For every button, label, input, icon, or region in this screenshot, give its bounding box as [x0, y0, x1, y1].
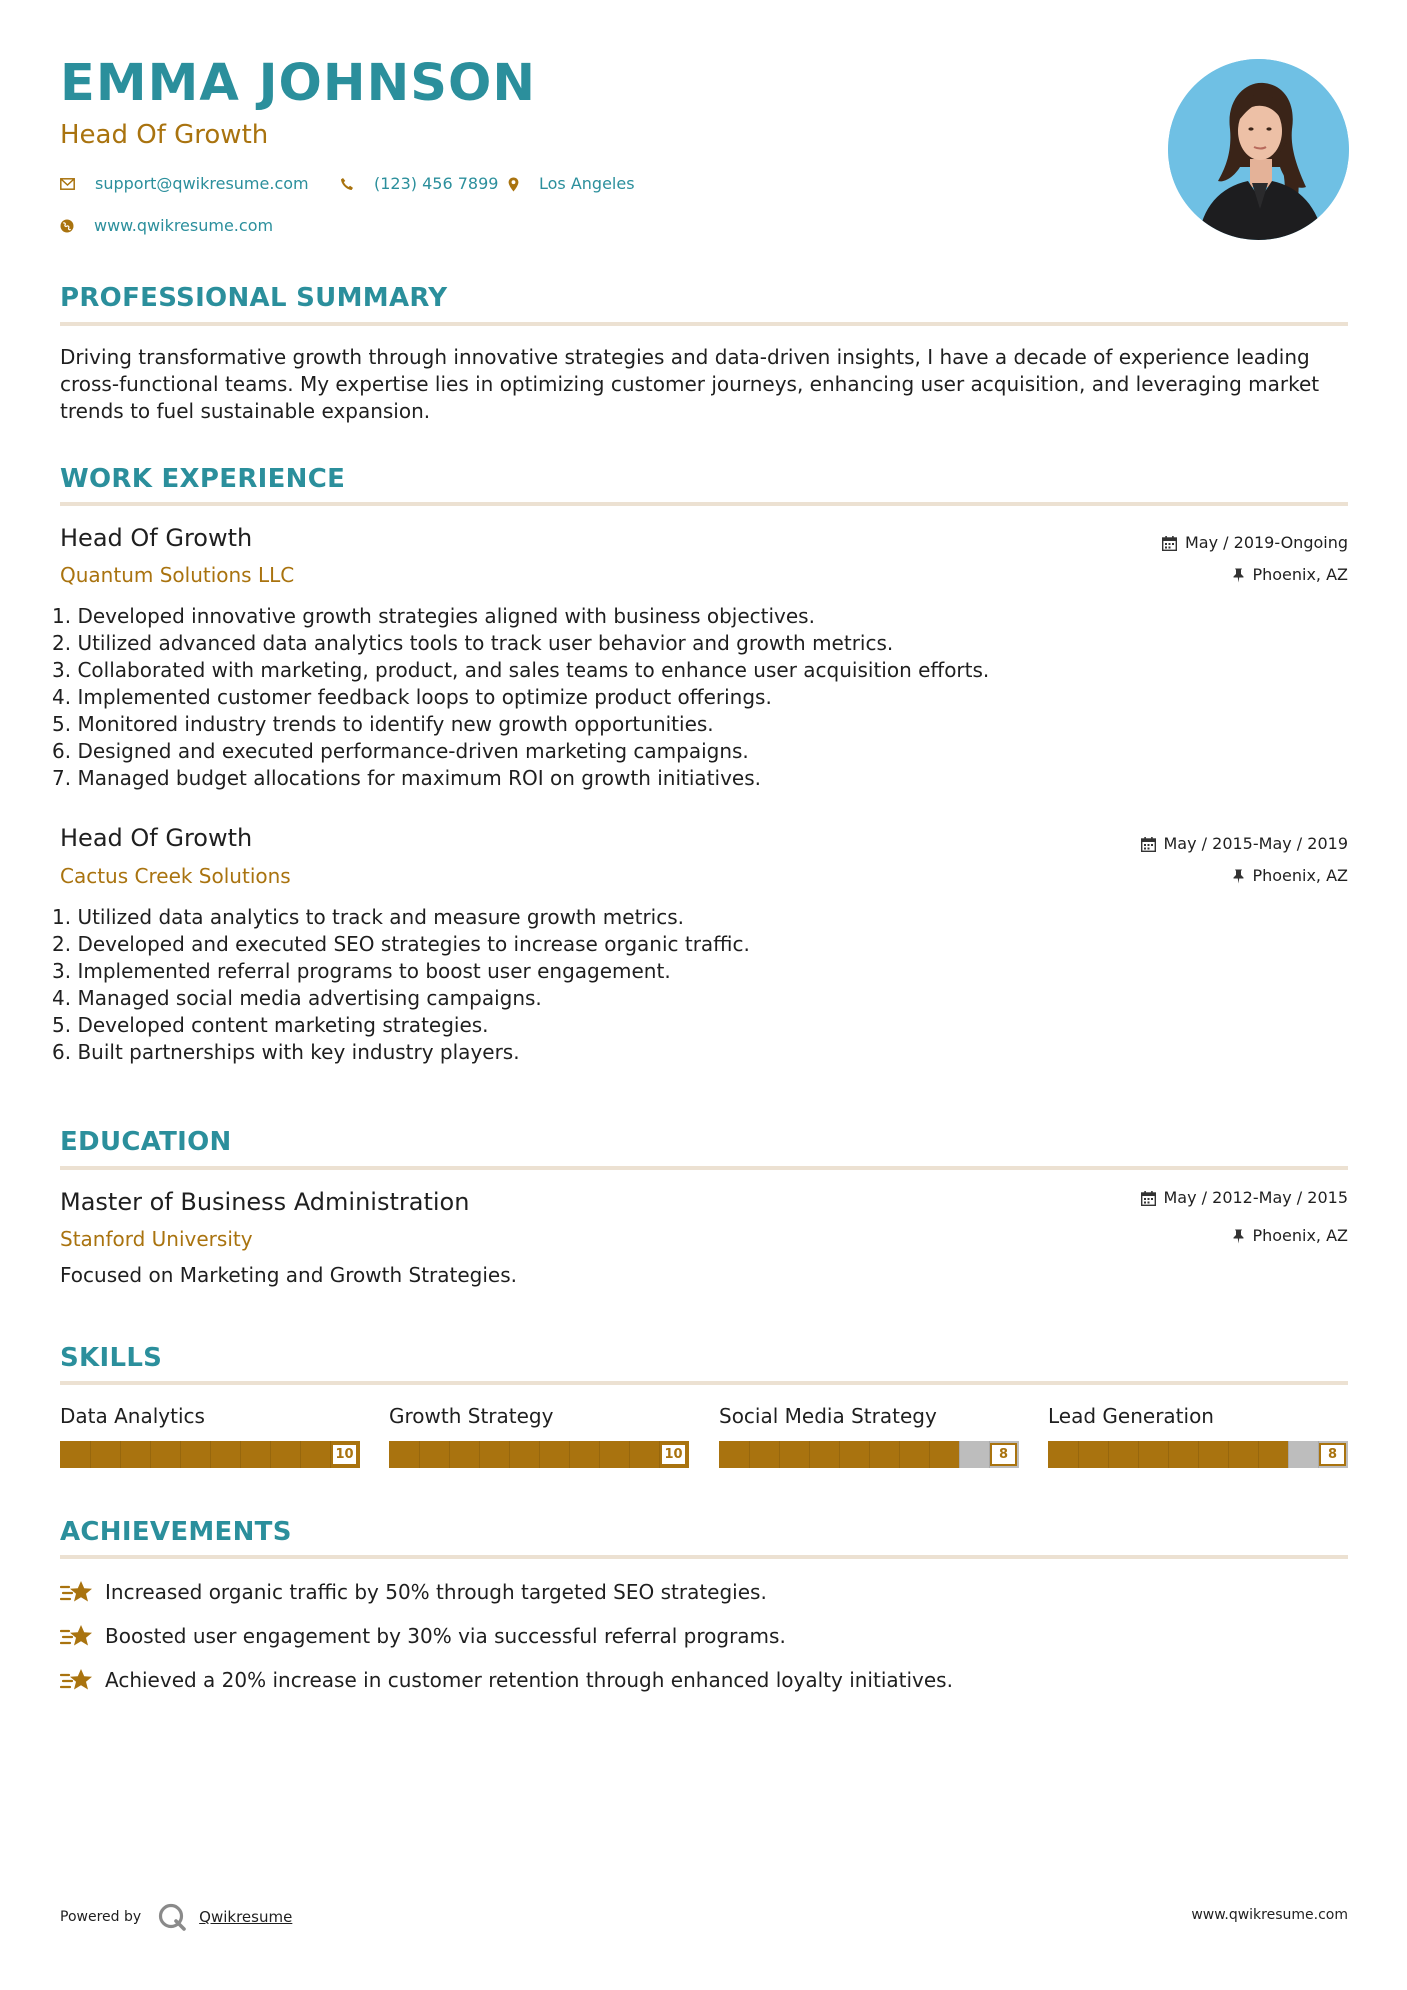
skill-level-label: 8: [990, 1443, 1017, 1466]
skill-bar-segment: [300, 1441, 301, 1468]
list-item: 7. Managed budget allocations for maximum ROI on growth initiatives.: [52, 766, 762, 790]
skill-bar-segment: [479, 1441, 480, 1468]
shooting-star-icon: [60, 1667, 93, 1693]
summary-text: Driving transformative growth through innovative strategies and data-driven insights, I have a decade of experience leading cross-functional teams. My expertise lies in optimizing customer journeys, enhancing user acquisition, and leveraging market trends to fuel sustainable expansion.: [60, 345, 1320, 423]
list-item: 4. Managed social media advertising campaigns.: [52, 986, 542, 1010]
pushpin-icon: [1233, 869, 1244, 884]
job-location: [1233, 868, 1348, 884]
section-divider: [60, 1381, 1348, 1385]
skill-bar-segment: [869, 1441, 870, 1468]
powered-by-label: Powered by: [60, 1909, 142, 1925]
education-location-text: Phoenix, AZ: [1252, 1226, 1348, 1245]
phone-icon: [340, 177, 354, 191]
skill-bar-segment: [569, 1441, 570, 1468]
achievement-item: [60, 1667, 953, 1693]
calendar-icon: [1141, 1191, 1156, 1206]
skill-bar-segment: [180, 1441, 181, 1468]
candidate-name: EMMA JOHNSON: [60, 54, 537, 113]
shooting-star-icon: [60, 1579, 93, 1605]
achievement-text: Boosted user engagement by 30% via successful referral programs.: [105, 1624, 786, 1648]
skills-heading: SKILLS: [60, 1343, 163, 1373]
profile-photo: [1168, 59, 1349, 240]
skill-bar-segment: [449, 1441, 450, 1468]
shooting-star-icon: [60, 1623, 93, 1649]
list-item: 2. Utilized advanced data analytics tools to track user behavior and growth metrics.: [52, 631, 894, 655]
skill-bar-segment: [629, 1441, 630, 1468]
candidate-role: Head Of Growth: [60, 120, 269, 150]
section-divider: [60, 322, 1348, 326]
skill-bar-segment: [899, 1441, 900, 1468]
website-contact[interactable]: [60, 218, 273, 234]
phone-text: (123) 456 7899: [374, 174, 499, 193]
skill-bar-segment: [150, 1441, 151, 1468]
skill-bar-segment: [1168, 1441, 1169, 1468]
education-heading: EDUCATION: [60, 1127, 232, 1157]
skill-bar-segment: [1288, 1441, 1289, 1468]
skill-level-label: 10: [331, 1443, 358, 1466]
list-item: 3. Collaborated with marketing, product, and sales teams to enhance user acquisition efforts.: [52, 658, 990, 682]
job-bullets: [52, 904, 750, 1066]
list-item: 1. Utilized data analytics to track and measure growth metrics.: [52, 905, 684, 929]
list-item: 5. Monitored industry trends to identify new growth opportunities.: [52, 712, 714, 736]
list-item: 5. Developed content marketing strategies.: [52, 1013, 489, 1037]
job-dates-text: May / 2015-May / 2019: [1163, 834, 1348, 853]
skill-bar-segment: [1198, 1441, 1199, 1468]
skill-bar-segment: [1138, 1441, 1139, 1468]
job-location-text: Phoenix, AZ: [1252, 565, 1348, 584]
job-company: Cactus Creek Solutions: [60, 864, 291, 888]
map-pin-icon: [508, 177, 519, 192]
skill-bar-segment: [839, 1441, 840, 1468]
list-item: 2. Developed and executed SEO strategies to increase organic traffic.: [52, 932, 750, 956]
skill-bar-segment: [210, 1441, 211, 1468]
section-divider: [60, 1555, 1348, 1559]
education-dates-text: May / 2012-May / 2015: [1163, 1188, 1348, 1207]
skill-bar-segment: [419, 1441, 420, 1468]
skill-bar-segment: [90, 1441, 91, 1468]
email-contact[interactable]: [60, 176, 309, 192]
section-divider: [60, 502, 1348, 506]
skill-bar: [719, 1441, 1019, 1468]
experience-heading: WORK EXPERIENCE: [60, 464, 346, 494]
calendar-icon: [1141, 837, 1156, 852]
skill-bar-segment: [809, 1441, 810, 1468]
skill-bar-segment: [509, 1441, 510, 1468]
school-name: Stanford University: [60, 1227, 253, 1251]
email-text: support@qwikresume.com: [95, 174, 309, 193]
section-divider: [60, 1166, 1348, 1170]
skill-name: Lead Generation: [1048, 1404, 1214, 1428]
achievement-item: [60, 1579, 767, 1605]
skill-bar: [389, 1441, 689, 1468]
job-location-text: Phoenix, AZ: [1252, 866, 1348, 885]
qwikresume-link[interactable]: Qwikresume: [199, 1908, 293, 1926]
list-item: 3. Implemented referral programs to boost user engagement.: [52, 959, 671, 983]
summary-heading: PROFESSIONAL SUMMARY: [60, 283, 448, 313]
skill-bar-segment: [929, 1441, 930, 1468]
job-title: Head Of Growth: [60, 524, 253, 552]
website-text: www.qwikresume.com: [94, 216, 274, 235]
achievement-text: Achieved a 20% increase in customer retention through enhanced loyalty initiatives.: [105, 1668, 953, 1692]
skill-bar-segment: [1108, 1441, 1109, 1468]
location-contact: [508, 176, 635, 192]
job-dates: [1141, 836, 1349, 852]
skill-bar-segment: [120, 1441, 121, 1468]
qwikresume-logo-icon: [157, 1902, 187, 1932]
skill-bar-segment: [749, 1441, 750, 1468]
skill-bar-segment: [1078, 1441, 1079, 1468]
list-item: 1. Developed innovative growth strategies aligned with business objectives.: [52, 604, 815, 628]
envelope-icon: [60, 178, 75, 190]
list-item: 6. Designed and executed performance-driven marketing campaigns.: [52, 739, 749, 763]
job-dates-text: May / 2019-Ongoing: [1185, 533, 1348, 552]
education-location: [1233, 1228, 1348, 1244]
list-item: 4. Implemented customer feedback loops to optimize product offerings.: [52, 685, 772, 709]
skill-bar-segment: [539, 1441, 540, 1468]
job-bullets: [52, 603, 989, 792]
calendar-icon: [1162, 536, 1177, 551]
job-title: Head Of Growth: [60, 824, 253, 852]
list-item: 6. Built partnerships with key industry players.: [52, 1040, 520, 1064]
globe-icon: [60, 219, 74, 233]
skill-level-label: 10: [660, 1443, 687, 1466]
pushpin-icon: [1233, 568, 1244, 583]
education-note: Focused on Marketing and Growth Strategies.: [60, 1263, 518, 1287]
footer-website-link[interactable]: www.qwikresume.com: [1191, 1907, 1348, 1923]
footer-powered-by: [60, 1902, 292, 1932]
job-company: Quantum Solutions LLC: [60, 563, 295, 587]
skill-bar-segment: [1228, 1441, 1229, 1468]
phone-contact[interactable]: [340, 176, 498, 192]
achievement-item: [60, 1623, 786, 1649]
skill-bar-segment: [959, 1441, 960, 1468]
achievement-text: Increased organic traffic by 50% through targeted SEO strategies.: [105, 1580, 767, 1604]
skill-bar-segment: [779, 1441, 780, 1468]
skill-level-label: 8: [1319, 1443, 1346, 1466]
location-text: Los Angeles: [539, 174, 635, 193]
skill-bar: [1048, 1441, 1348, 1468]
skill-bar-segment: [599, 1441, 600, 1468]
job-dates: [1162, 535, 1348, 551]
job-location: [1233, 567, 1348, 583]
skill-name: Social Media Strategy: [719, 1404, 937, 1428]
skill-bar-segment: [240, 1441, 241, 1468]
skill-name: Data Analytics: [60, 1404, 205, 1428]
education-dates: [1141, 1190, 1349, 1206]
skill-name: Growth Strategy: [389, 1404, 554, 1428]
achievements-heading: ACHIEVEMENTS: [60, 1517, 292, 1547]
degree-title: Master of Business Administration: [60, 1188, 470, 1216]
skill-bar-segment: [1258, 1441, 1259, 1468]
skill-bar-segment: [270, 1441, 271, 1468]
pushpin-icon: [1233, 1229, 1244, 1244]
skill-bar: [60, 1441, 360, 1468]
